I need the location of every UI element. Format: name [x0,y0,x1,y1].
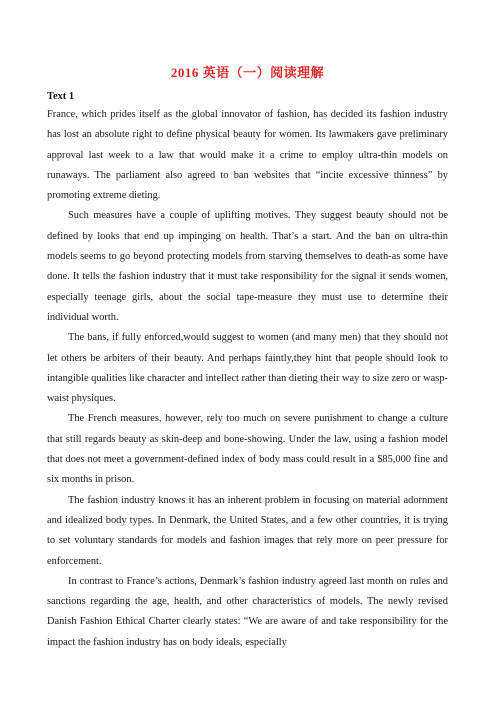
paragraph-5: The fashion industry knows it has an inherent problem in focusing on material adornment and idealized body types. In Denmark, the United States, and a few other countries, it is trying to set voluntary standards for models and fashion images that rely more on peer pressure for enforcement. [47,494,448,567]
document-title: 2016 英语（一）阅读理解 [170,65,325,80]
paragraph-6: In contrast to France’s actions, Denmark’s fashion industry agreed last month on rules and sanctions regarding the age, health, and other characteristics of models. The newly revised Danish Fashion Ethical Charter clearly states: “We are aware of and take responsibility for the impact the fashion industry has on body ideals, especially [47,575,448,648]
paragraph-3: The bans, if fully enforced,would suggest to women (and many men) that they should not let others be arbiters of their beauty. And perhaps faintly,they hint that people should look to intangible qualities like character and intellect rather than dieting their way to size zero or wasp-waist physiques. [47,332,448,405]
paragraph-1: France, which prides itself as the global innovator of fashion, has decided its fashion industry has lost an absolute right to define physical beauty for women. Its lawmakers gave preliminary approval last week to a law that would make it a crime to employ ultra-thin models on runaways. The parliament also agreed to ban websites that “incite excessive thinness” by promoting extreme dieting. [47,109,448,202]
section-label: Text 1 [47,91,75,102]
paragraph-4: The French measures, however, rely too much on severe punishment to change a culture that still regards beauty as skin-deep and bone-showing. Under the law, using a fashion model that does not meet a government-defined index of body mass could result in a $85,000 fine and six months in prison. [47,413,448,486]
paragraph-2: Such measures have a couple of uplifting motives. They suggest beauty should not be defined by looks that end up impinging on health. That’s a start. And the ban on ultra-thin models seems to go beyond protecting models from starving themselves to death-as some have done. It tells the fashion industry that it must take responsibility for the signal it sends women, especially teenage girls, about the social tape-measure they must use to determine their individual worth. [47,210,448,323]
